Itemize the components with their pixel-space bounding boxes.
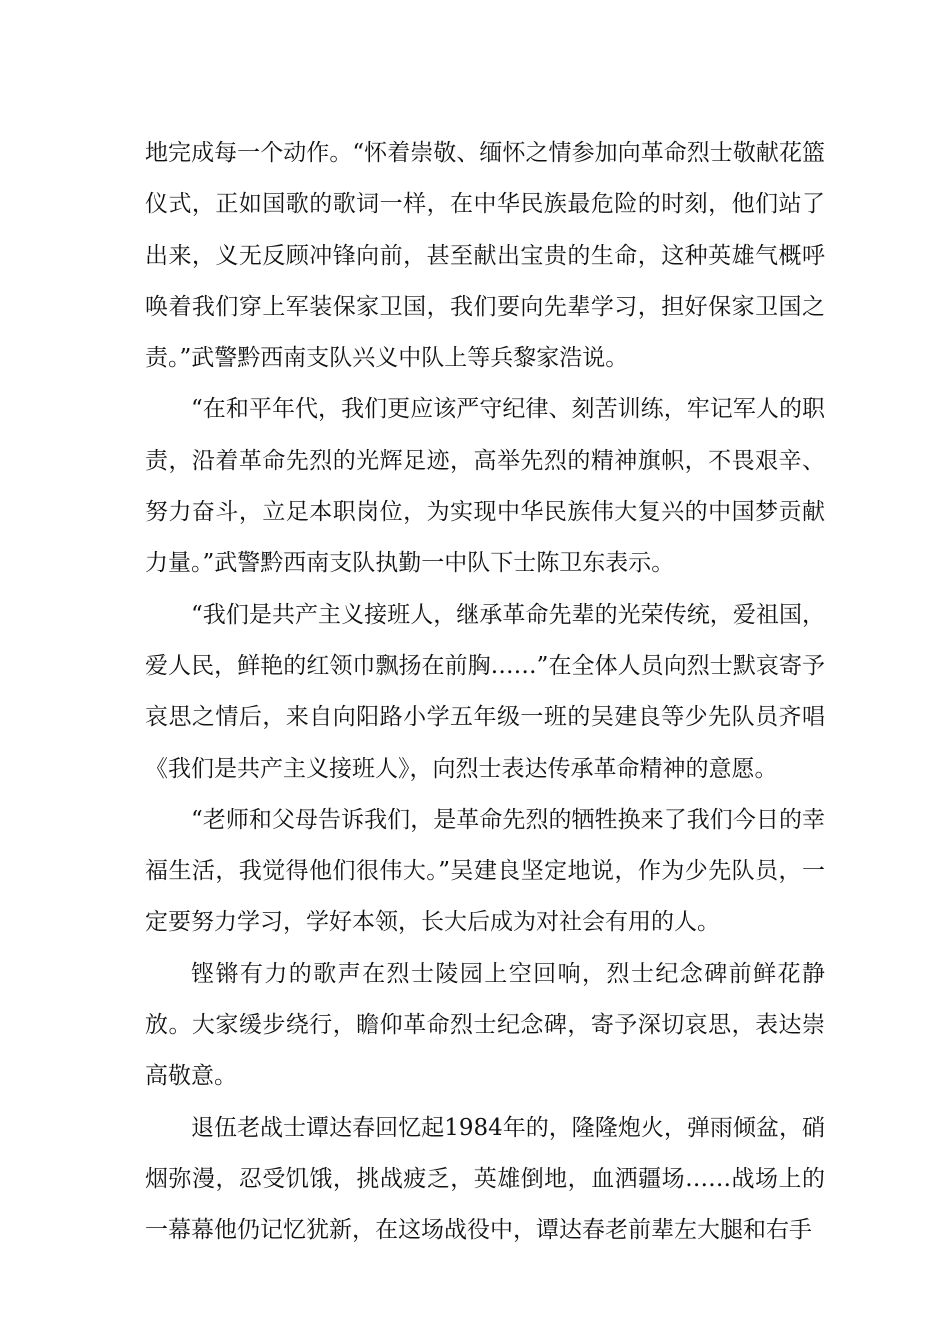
paragraph-veteran-memory: 退伍老战士谭达春回忆起1984年的，隆隆炮火，弹雨倾盆，硝烟弥漫，忍受饥饿，挑战疲乏，英雄倒地，血洒疆场……战场上的一幕幕他仍记忆犹新，在这场战役中，谭达春老前辈左大腿和右手 (145, 1114, 825, 1244)
paragraph-continuation: 地完成每一个动作。“怀着崇敬、缅怀之情参加向革命烈士敬献花篮仪式，正如国歌的歌词一样，在中华民族最危险的时刻，他们站了出来，义无反顾冲锋向前，甚至献出宝贵的生命，这种英雄气概呼唤着我们穿上军装保家卫国，我们要向先辈学习，担好保家卫国之责。”武警黔西南支队兴义中队上等兵黎家浩说。 (145, 140, 825, 372)
paragraph-young-pioneers-song: “我们是共产主义接班人，继承革命先辈的光荣传统，爱祖国，爱人民，鲜艳的红领巾飘扬在前胸……”在全体人员向烈士默哀寄予哀思之情后，来自向阳路小学五年级一班的吴建良等少先队员齐唱《我们是共产主义接班人》，向烈士表达传承革命精神的意愿。 (145, 601, 825, 782)
paragraph-memorial-tribute: 铿锵有力的歌声在烈士陵园上空回响，烈士纪念碑前鲜花静放。大家缓步绕行，瞻仰革命烈士纪念碑，寄予深切哀思，表达崇高敬意。 (145, 960, 825, 1090)
paragraph-quote-wu-jianliang: “老师和父母告诉我们，是革命先烈的牺牲换来了我们今日的幸福生活，我觉得他们很伟大。”吴建良坚定地说，作为少先队员，一定要努力学习，学好本领，长大后成为对社会有用的人。 (145, 806, 825, 936)
paragraph-quote-chen-weidong: “在和平年代，我们更应该严守纪律、刻苦训练，牢记军人的职责，沿着革命先烈的光辉足迹，高举先烈的精神旗帜，不畏艰辛、努力奋斗，立足本职岗位，为实现中华民族伟大复兴的中国梦贡献力量。”武警黔西南支队执勤一中队下士陈卫东表示。 (145, 396, 825, 577)
article-body (145, 128, 825, 1257)
